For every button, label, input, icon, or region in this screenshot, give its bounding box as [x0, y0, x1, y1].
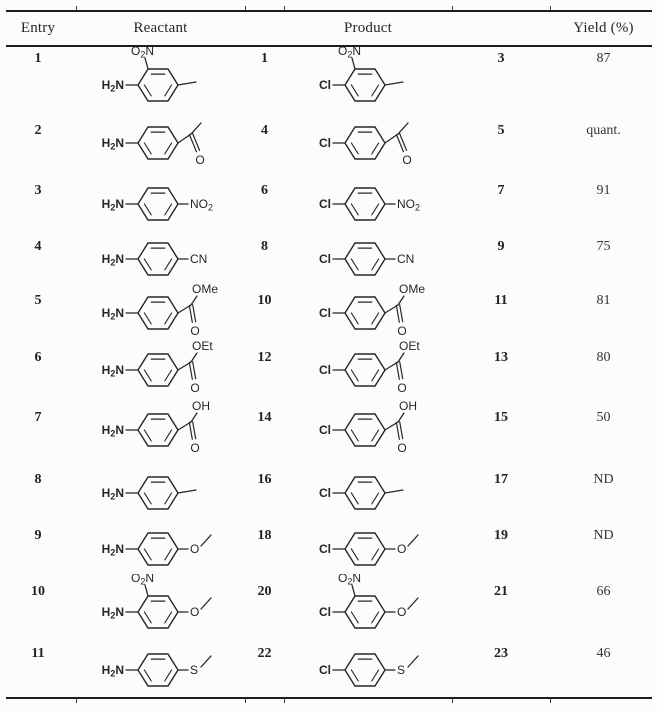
svg-text:O2N: $O_2N$	[337, 47, 361, 60]
svg-text:NO2: $NO_2$	[189, 197, 213, 213]
svg-text:Cl: Cl	[319, 486, 331, 500]
table-bottom-rule	[6, 697, 652, 699]
yield-value: quant.	[586, 123, 621, 138]
product-compound-number: 7	[497, 183, 505, 198]
reactant-structure	[76, 47, 245, 113]
product-compound-number: 23	[494, 646, 508, 661]
yield-value: 50	[596, 410, 611, 425]
svg-text:O: O	[397, 605, 407, 619]
yield-value: 81	[596, 293, 611, 308]
svg-text:CN: CN	[189, 252, 207, 266]
reactant-compound-number: 16	[257, 472, 272, 487]
product-compound-number: 15	[494, 410, 508, 425]
svg-text:H2N: $H_2N$	[101, 605, 124, 621]
svg-text:O2N: $O_2N$	[130, 47, 154, 60]
column-boundary-tick	[245, 699, 246, 703]
column-boundary-tick	[452, 6, 453, 10]
entry-number: 5	[34, 293, 42, 308]
svg-text:Cl: Cl	[319, 78, 331, 92]
reactant-structure	[76, 574, 245, 640]
product-compound-number: 5	[497, 123, 505, 138]
reactant-structure-drawing	[86, 519, 236, 573]
entry-number: 6	[34, 350, 42, 365]
svg-text:H2N: $H_2N$	[101, 252, 124, 268]
entry-number: 7	[34, 410, 42, 425]
product-structure	[284, 47, 452, 113]
entry-number: 3	[34, 183, 42, 198]
table-row	[0, 400, 657, 462]
product-structure	[284, 636, 452, 697]
table-row	[0, 518, 657, 574]
column-header-yield: Yield (%)	[573, 20, 634, 36]
svg-text:S: S	[189, 662, 198, 677]
svg-text:O: O	[397, 542, 407, 556]
reactant-compound-number: 1	[261, 51, 268, 66]
svg-text:H2N: $H_2N$	[101, 662, 124, 679]
product-structure-drawing	[293, 113, 443, 179]
column-boundary-tick	[284, 699, 285, 703]
table-row	[0, 47, 657, 113]
product-structure	[284, 400, 452, 466]
reactant-structure-drawing	[86, 229, 236, 283]
svg-text:OEt: OEt	[191, 340, 213, 353]
table-row	[0, 340, 657, 400]
column-boundary-tick	[245, 6, 246, 10]
table-row	[0, 636, 657, 697]
column-boundary-tick	[76, 699, 77, 703]
svg-text:O: O	[189, 605, 199, 619]
column-boundary-tick	[452, 699, 453, 703]
svg-text:H2N: $H_2N$	[101, 363, 124, 379]
svg-text:H2N: $H_2N$	[101, 136, 124, 152]
reactant-structure	[76, 518, 245, 574]
entry-number: 9	[34, 528, 42, 543]
table-body	[0, 47, 657, 697]
svg-text:O: O	[189, 542, 199, 556]
reactant-compound-number: 4	[261, 123, 268, 138]
svg-text:O2N: $O_2N$	[337, 574, 361, 587]
reactant-structure-drawing	[86, 113, 236, 179]
reactant-compound-number: 22	[257, 646, 272, 661]
reactant-compound-number: 6	[261, 183, 268, 198]
svg-text:H2N: $H_2N$	[101, 486, 124, 502]
reactant-structure-drawing	[86, 640, 236, 694]
reactant-compound-number: 8	[261, 239, 268, 254]
product-structure	[284, 173, 452, 229]
svg-text:H2N: $H_2N$	[101, 423, 124, 439]
column-header-reactant: Reactant	[133, 20, 188, 36]
reactant-structure-drawing	[86, 400, 236, 466]
svg-text:Cl: Cl	[319, 605, 331, 619]
svg-text:O: O	[397, 381, 407, 395]
product-structure-drawing	[293, 574, 443, 640]
yield-value: 91	[596, 183, 611, 198]
svg-text:Cl: Cl	[319, 542, 331, 556]
svg-text:OEt: OEt	[399, 340, 420, 353]
product-structure-drawing	[293, 340, 443, 406]
reactant-structure-drawing	[86, 463, 236, 517]
product-structure-drawing	[293, 640, 443, 694]
product-compound-number: 13	[494, 350, 508, 365]
table-row	[0, 283, 657, 340]
table-row	[0, 113, 657, 173]
table-row	[0, 574, 657, 636]
yield-value: ND	[593, 472, 614, 487]
svg-text:OH: OH	[399, 400, 417, 413]
svg-text:OMe: OMe	[191, 283, 218, 296]
reactant-compound-number: 12	[257, 350, 272, 365]
reactant-structure	[76, 340, 245, 406]
svg-text:O2N: $O_2N$	[130, 574, 154, 587]
yield-value: ND	[593, 528, 614, 543]
table-row	[0, 229, 657, 283]
reactant-structure	[76, 173, 245, 229]
column-boundary-tick	[284, 6, 285, 10]
yield-value: 75	[596, 239, 611, 254]
svg-text:O: O	[189, 441, 200, 455]
product-structure-drawing	[293, 174, 443, 228]
svg-text:H2N: $H_2N$	[101, 197, 124, 213]
svg-text:OMe: OMe	[399, 283, 426, 296]
yield-value: 80	[596, 350, 611, 365]
svg-text:Cl: Cl	[319, 197, 331, 211]
product-structure-drawing	[293, 519, 443, 573]
svg-text:Cl: Cl	[319, 363, 331, 377]
reactant-compound-number: 20	[257, 584, 272, 599]
svg-text:Cl: Cl	[319, 423, 331, 437]
svg-text:Cl: Cl	[319, 662, 331, 677]
svg-text:H2N: $H_2N$	[101, 78, 124, 94]
svg-text:H2N: $H_2N$	[101, 542, 124, 558]
product-structure-drawing	[293, 229, 443, 283]
table-row	[0, 462, 657, 518]
svg-text:Cl: Cl	[319, 252, 331, 266]
entry-number: 10	[31, 584, 45, 599]
svg-text:OH: OH	[191, 400, 210, 413]
product-structure	[284, 574, 452, 640]
svg-text:NO2: $NO_2$	[397, 197, 421, 213]
reactant-structure	[76, 113, 245, 179]
svg-text:O: O	[189, 381, 200, 395]
product-structure	[284, 113, 452, 179]
reactant-structure	[76, 462, 245, 518]
product-compound-number: 11	[494, 293, 508, 308]
svg-text:O: O	[194, 153, 205, 167]
reactant-structure	[76, 636, 245, 697]
svg-text:O: O	[397, 324, 407, 338]
entry-number: 1	[34, 51, 42, 66]
product-structure	[284, 229, 452, 283]
product-compound-number: 21	[494, 584, 508, 599]
svg-text:Cl: Cl	[319, 306, 331, 320]
product-structure	[284, 518, 452, 574]
product-structure-drawing	[293, 47, 443, 113]
table-row	[0, 173, 657, 229]
product-compound-number: 3	[497, 51, 505, 66]
svg-text:S: S	[397, 662, 406, 677]
reactant-structure-drawing	[86, 174, 236, 228]
column-header-entry: Entry	[20, 20, 56, 36]
yield-value: 66	[596, 584, 611, 599]
product-compound-number: 17	[494, 472, 508, 487]
product-structure	[284, 340, 452, 406]
table-header-row	[0, 12, 657, 45]
product-compound-number: 9	[497, 239, 505, 254]
product-compound-number: 19	[494, 528, 508, 543]
reactant-structure-drawing	[86, 340, 236, 406]
entry-number: 8	[34, 472, 42, 487]
entry-number: 11	[31, 646, 45, 661]
reactant-structure-drawing	[86, 47, 236, 113]
column-header-product: Product	[343, 20, 393, 36]
column-boundary-tick	[550, 6, 551, 10]
svg-text:Cl: Cl	[319, 136, 331, 150]
product-structure-drawing	[293, 400, 443, 466]
svg-text:H2N: $H_2N$	[101, 306, 124, 322]
svg-text:CN: CN	[397, 252, 415, 266]
yield-value: 46	[596, 646, 611, 661]
column-boundary-tick	[550, 699, 551, 703]
reactant-structure	[76, 400, 245, 466]
entry-number: 4	[34, 239, 42, 254]
column-boundary-tick	[76, 6, 77, 10]
reactant-compound-number: 10	[257, 293, 272, 308]
reactant-compound-number: 14	[257, 410, 272, 425]
reactant-structure-drawing	[86, 574, 236, 640]
entry-number: 2	[34, 123, 42, 138]
svg-text:O: O	[189, 324, 200, 338]
reactant-structure	[76, 229, 245, 283]
product-structure-drawing	[293, 463, 443, 517]
yield-value: 87	[596, 51, 611, 66]
svg-text:O: O	[402, 153, 412, 167]
product-structure	[284, 462, 452, 518]
reactant-compound-number: 18	[257, 528, 272, 543]
svg-text:O: O	[397, 441, 407, 455]
